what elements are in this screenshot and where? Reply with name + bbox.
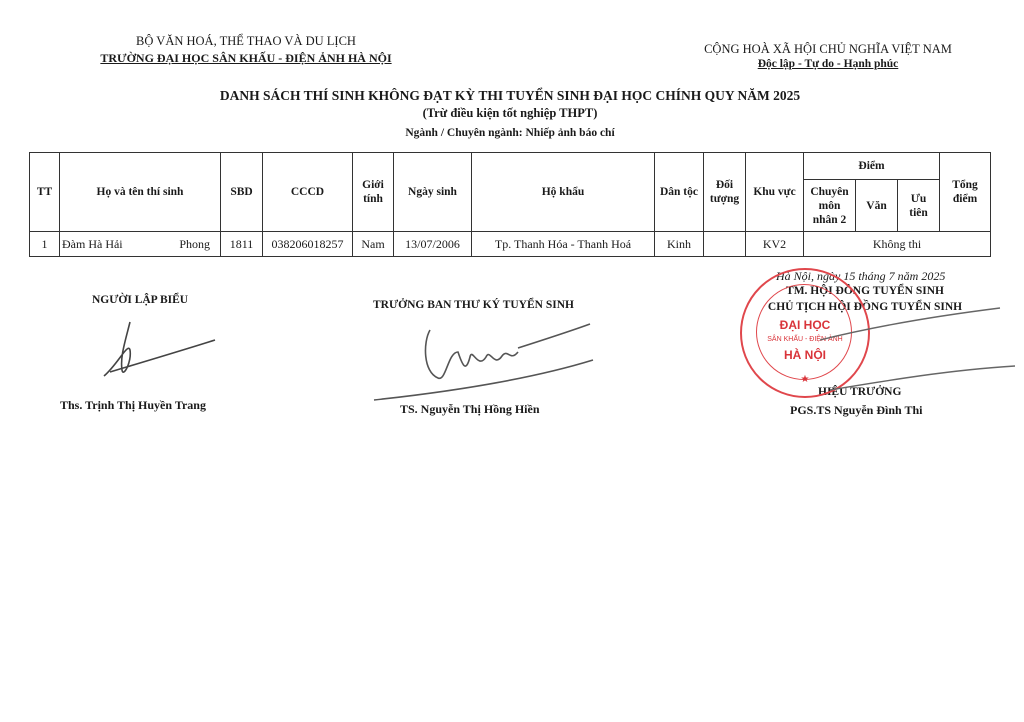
council-title: TM. HỘI ĐỒNG TUYỂN SINH [786,285,944,297]
document-subtitle: (Trừ điều kiện tốt nghiệp THPT) [422,106,598,120]
header-region: Khu vực [746,153,804,232]
cell-result: Không thi [804,232,991,257]
header-literature: Văn [856,180,898,232]
header-name: Họ và tên thí sinh [60,153,221,232]
cell-region: KV2 [746,232,804,257]
stamp-line-1: ĐẠI HỌC [779,318,831,332]
cell-ethnicity: Kinh [655,232,704,257]
official-stamp: ĐẠI HỌC SÂN KHẤU - ĐIỆN ẢNH HÀ NỘI ★ [740,268,870,398]
cell-gender: Nam [353,232,394,257]
header-tt: TT [30,153,60,232]
signing-date: Hà Nội, ngày 15 tháng 7 năm 2025 [776,269,946,283]
header-total: Tổng điểm [940,153,991,232]
secretary-signature [368,312,598,407]
secretary-name: TS. Nguyễn Thị Hồng Hiền [400,402,540,416]
cell-address: Tp. Thanh Hóa - Thanh Hoá [472,232,655,257]
cell-given-name: Phong [179,237,210,251]
council-chair-title: CHỦ TỊCH HỘI ĐỒNG TUYỂN SINH [767,301,963,313]
preparer-signature [90,312,230,392]
header-dob: Ngày sinh [394,153,472,232]
university-name: TRƯỜNG ĐẠI HỌC SÂN KHẤU - ĐIỆN ẢNH HÀ NỘI [100,51,392,65]
rector-title: HIỆU TRƯỞNG [818,386,902,398]
table-row [30,232,991,257]
cell-name [60,232,221,257]
chair-signature [800,300,1022,400]
country-name: CỘNG HOÀ XÃ HỘI CHỦ NGHĨA VIỆT NAM [704,42,952,56]
document-title: DANH SÁCH THÍ SINH KHÔNG ĐẠT KỲ THI TUYỂN SINH ĐẠI HỌC CHÍNH QUY NĂM 2025 [219,88,801,103]
ministry-name: BỘ VĂN HOÁ, THỂ THAO VÀ DU LỊCH [136,34,356,48]
header-score-group: Điểm [804,153,940,180]
candidate-table [29,152,991,257]
cell-family-name: Đàm Hà Hải [62,237,123,251]
stamp-line-3: HÀ NỘI [784,348,826,362]
header-sbd: SBD [221,153,263,232]
header-cccd: CCCD [263,153,353,232]
rector-name: PGS.TS Nguyễn Đình Thi [790,403,923,417]
cell-cccd: 038206018257 [263,232,353,257]
preparer-title: NGƯỜI LẬP BIỂU [92,294,189,306]
cell-priority [704,232,746,257]
secretary-title: TRƯỞNG BAN THƯ KÝ TUYỂN SINH [373,299,574,311]
cell-sbd: 1811 [221,232,263,257]
header-address: Hộ khẩu [472,153,655,232]
cell-dob: 13/07/2006 [394,232,472,257]
header-gender: Giới tính [353,153,394,232]
cell-tt: 1 [30,232,60,257]
major-line: Ngành / Chuyên ngành: Nhiếp ảnh báo chí [405,127,615,139]
header-major-score: Chuyên môn nhân 2 [804,180,856,232]
national-motto: Độc lập - Tự do - Hạnh phúc [757,58,899,70]
header-ethnicity: Dân tộc [655,153,704,232]
header-bonus: Ưu tiên [898,180,940,232]
stamp-line-2: SÂN KHẤU - ĐIỆN ẢNH [767,336,843,343]
header-priority: Đối tượng [704,153,746,232]
preparer-name: Ths. Trịnh Thị Huyền Trang [60,398,206,412]
